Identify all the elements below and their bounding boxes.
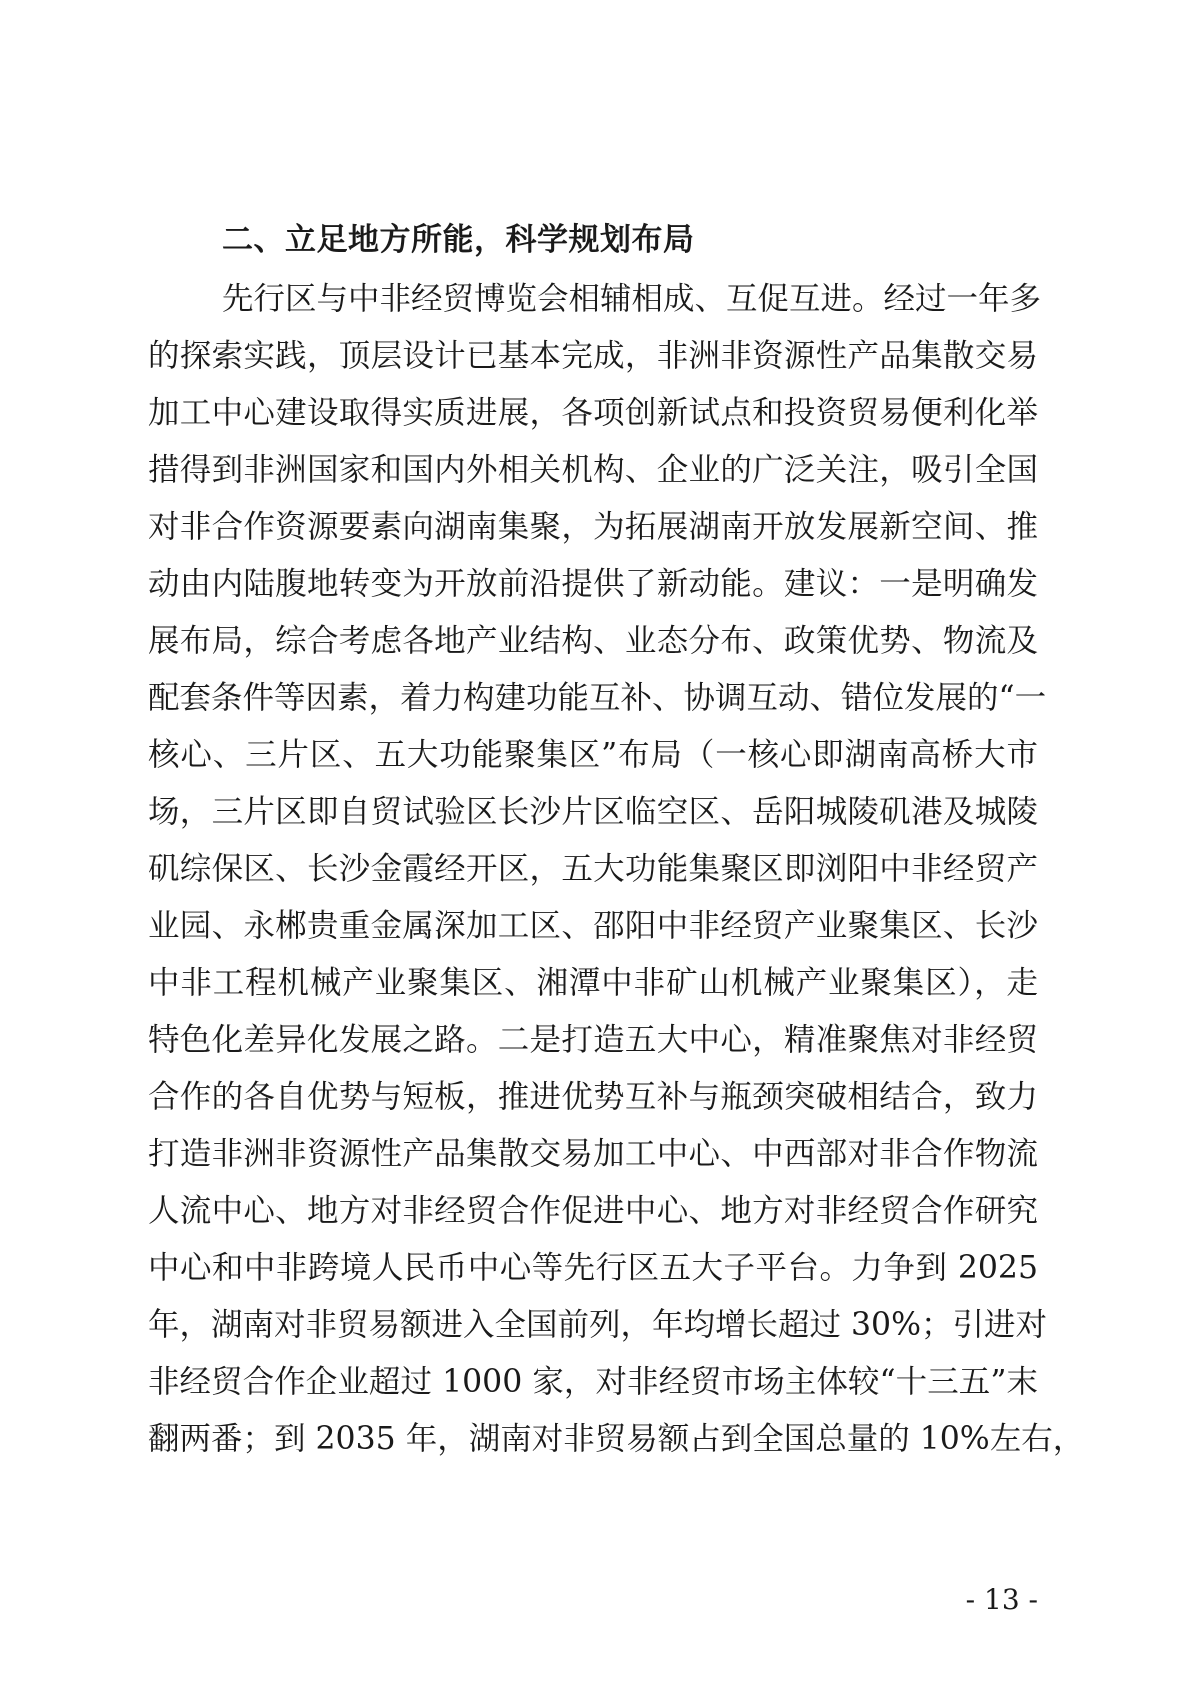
paragraph-line: 翻两番；到 2035 年，湖南对非贸易额占到全国总量的 10%左右，: [148, 1421, 1085, 1457]
paragraph-line: 加工中心建设取得实质进展，各项创新试点和投资贸易便利化举: [148, 395, 1038, 431]
paragraph-line: 业园、永郴贵重金属深加工区、邵阳中非经贸产业聚集区、长沙: [148, 908, 1038, 944]
paragraph-line: 配套条件等因素，着力构建功能互补、协调互动、错位发展的“一: [148, 680, 1047, 716]
paragraph-line: 中心和中非跨境人民币中心等先行区五大子平台。力争到 2025: [148, 1250, 1038, 1286]
paragraph-line: 打造非洲非资源性产品集散交易加工中心、中西部对非合作物流: [148, 1136, 1038, 1172]
paragraph-line: 先行区与中非经贸博览会相辅相成、互促互进。经过一年多: [222, 281, 1042, 317]
body-paragraph: [148, 271, 1085, 1468]
paragraph-line: 矶综保区、长沙金霞经开区，五大功能集聚区即浏阳中非经贸产: [148, 851, 1038, 887]
paragraph-line: 非经贸合作企业超过 1000 家，对非经贸市场主体较“十三五”末: [148, 1364, 1038, 1400]
page-number: - 13 -: [965, 1583, 1038, 1616]
section-heading: 二、立足地方所能，科学规划布局: [222, 222, 695, 258]
paragraph-line: 中非工程机械产业聚集区、湘潭中非矿山机械产业聚集区），走: [148, 965, 1038, 1001]
paragraph-line: 展布局，综合考虑各地产业结构、业态分布、政策优势、物流及: [148, 623, 1038, 659]
paragraph-line: 的探索实践，顶层设计已基本完成，非洲非资源性产品集散交易: [148, 338, 1038, 374]
paragraph-line: 特色化差异化发展之路。二是打造五大中心，精准聚焦对非经贸: [148, 1022, 1038, 1058]
paragraph-line: 动由内陆腹地转变为开放前沿提供了新动能。建议：一是明确发: [148, 566, 1038, 602]
paragraph-line: 措得到非洲国家和国内外相关机构、企业的广泛关注，吸引全国: [148, 452, 1038, 488]
paragraph-line: 人流中心、地方对非经贸合作促进中心、地方对非经贸合作研究: [148, 1193, 1038, 1229]
paragraph-line: 场，三片区即自贸试验区长沙片区临空区、岳阳城陵矶港及城陵: [148, 794, 1038, 830]
paragraph-line: 对非合作资源要素向湖南集聚，为拓展湖南开放发展新空间、推: [148, 509, 1038, 545]
paragraph-line: 年，湖南对非贸易额进入全国前列，年均增长超过 30%；引进对: [148, 1307, 1048, 1343]
paragraph-line: 核心、三片区、五大功能聚集区”布局（一核心即湖南高桥大市: [148, 737, 1038, 773]
paragraph-line: 合作的各自优势与短板，推进优势互补与瓶颈突破相结合，致力: [148, 1079, 1038, 1115]
